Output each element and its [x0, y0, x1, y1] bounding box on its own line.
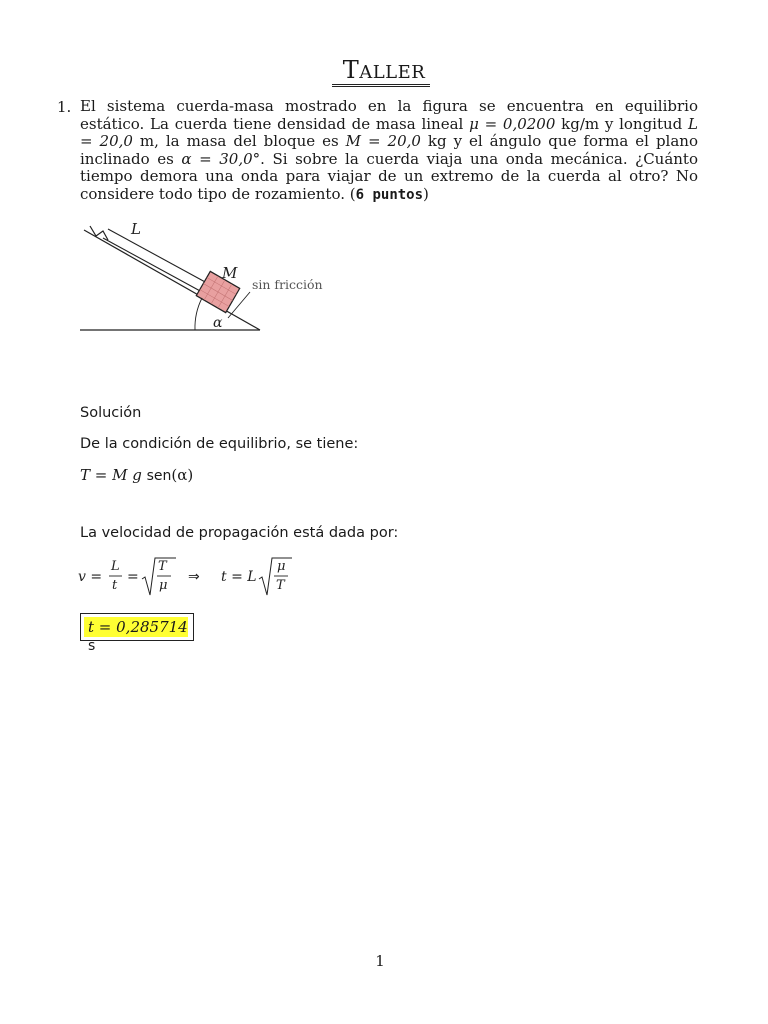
title-underline-2 [332, 86, 430, 87]
label-alpha: α [213, 315, 223, 331]
page-number: 1 [375, 952, 385, 970]
mu-expression: μ = 0,0200 [469, 114, 556, 133]
eq-implies: ⇒ [188, 569, 200, 585]
page-title: TALLER [342, 56, 426, 84]
title-underline [332, 84, 430, 85]
incline-figure [78, 212, 328, 337]
points-label: 6 puntos [355, 186, 424, 203]
length-expression: L = 20,0 [80, 114, 698, 150]
eq-v: v = [78, 569, 103, 585]
eq-t-equals-L: t = L [221, 569, 257, 585]
label-sin-friccion: sin fricción [252, 277, 323, 292]
eq-frac-L: L [111, 559, 120, 574]
tension-equation: T = M g sen(α) [80, 466, 194, 484]
velocity-text: La velocidad de propagación está dada por: [80, 525, 399, 541]
velocity-equation [78, 555, 308, 599]
question-text: El sistema cuerda-masa mostrado en la figura se encuentra en equilibrio estático. La cuerda tiene densidad de masa lineal μ = 0,0200 kg/m y longitud L = 20,0 m, la masa del bloque es M = 20,0 kg y el ángulo que forma el plano inclinado es α = 30,0°. Si sobre la cuerda viaja una onda mecánica. ¿Cuánto tiempo demora una onda para viajar de un extremo de la cuerda al otro? No considere todo tipo de rozamiento. (6 puntos) [80, 97, 698, 203]
solution-heading: Solución [80, 405, 142, 421]
result-value: t = 0,285714 s [88, 618, 188, 654]
eq-sqrt-T: T [158, 559, 167, 574]
label-M: M [222, 264, 238, 282]
equilibrium-condition-text: De la condición de equilibrio, se tiene: [80, 436, 359, 452]
eq-sqrt2-mu: μ [277, 559, 286, 574]
angle-arc [195, 298, 202, 330]
mass-expression: M = 20,0 [345, 132, 421, 150]
angle-expression: α = 30,0 [181, 149, 253, 168]
eq-frac-t: t [112, 578, 118, 593]
result-box [80, 613, 194, 654]
string-top [108, 229, 207, 283]
eq-sqrt2-T: T [276, 578, 285, 593]
eq-equals: = [127, 569, 139, 585]
question-number: 1. [57, 98, 72, 116]
string-bottom [103, 238, 202, 292]
label-L: L [131, 220, 141, 238]
eq-sqrt-mu: μ [159, 578, 168, 593]
